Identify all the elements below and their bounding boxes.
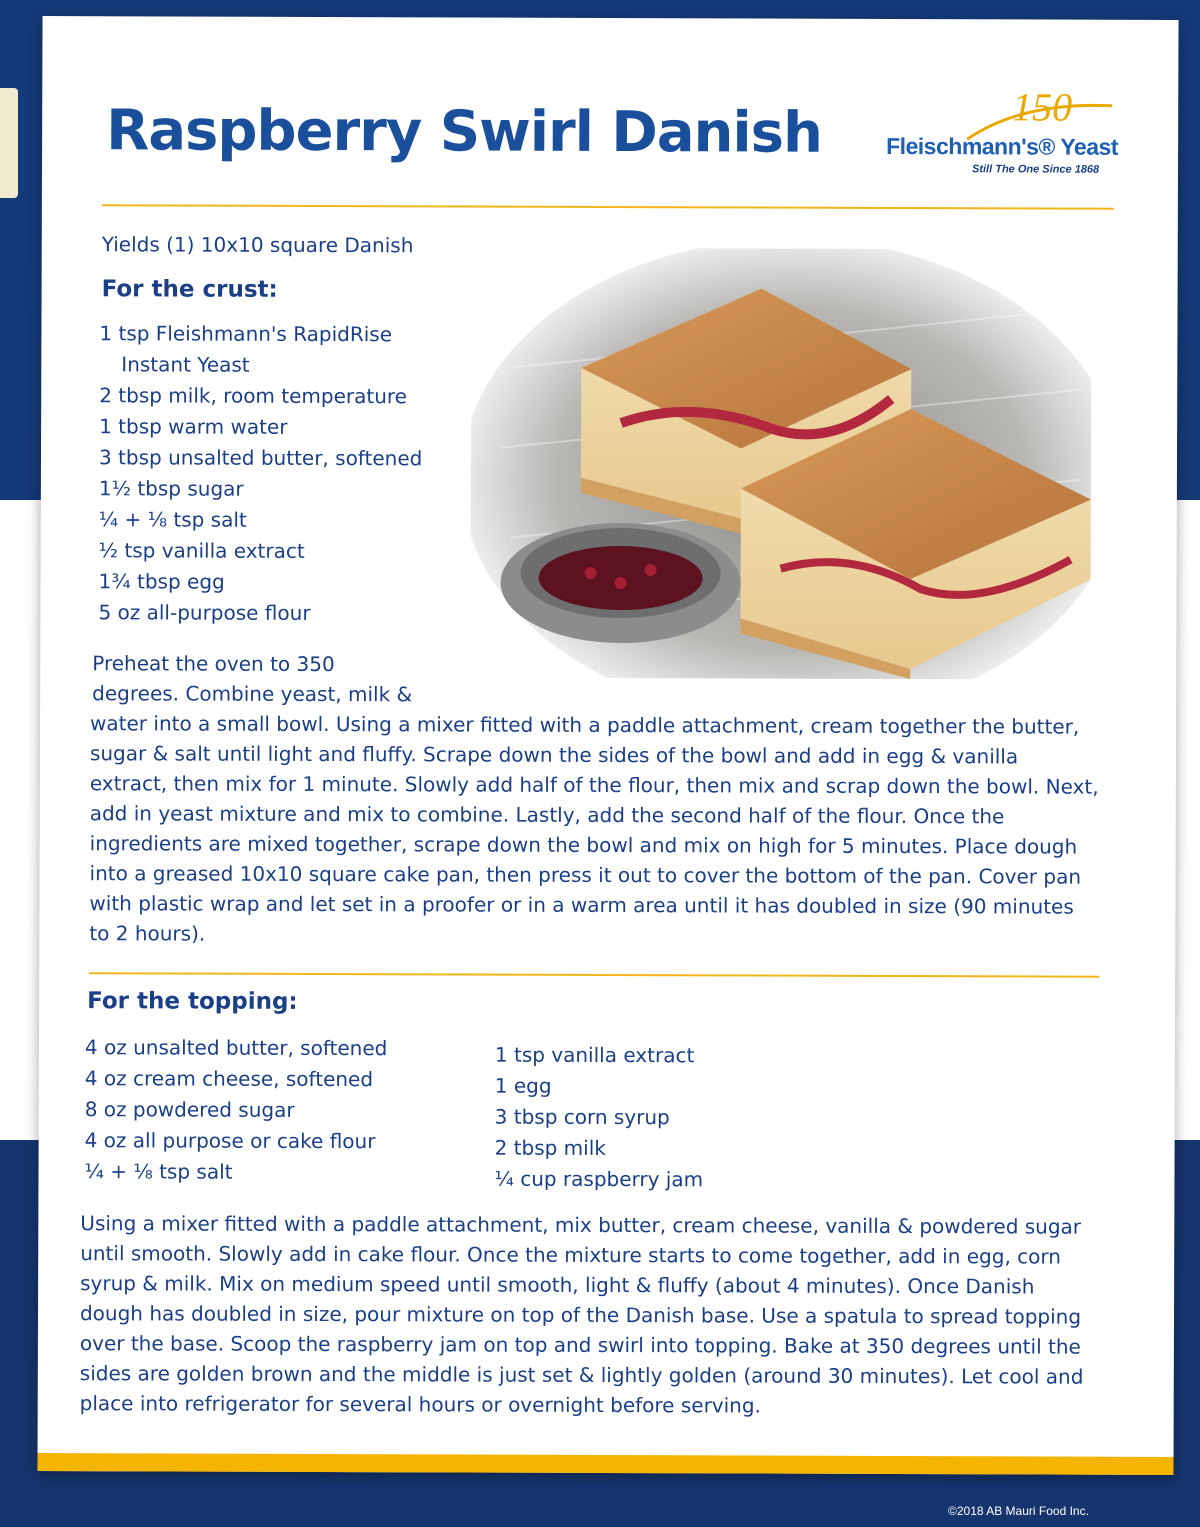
ingredient-item: 1 tbsp warm water <box>99 414 288 439</box>
logo-tagline: Still The One Since 1868 <box>971 163 1100 176</box>
topping-heading: For the topping: <box>87 988 298 1015</box>
ingredient-item: ½ tsp vanilla extract <box>98 538 305 563</box>
brand-logo <box>872 83 1122 184</box>
ingredient-item: 4 oz all purpose or cake flour <box>84 1128 376 1154</box>
ingredient-item: 3 tbsp corn syrup <box>494 1104 670 1130</box>
section-divider <box>89 972 1099 978</box>
topping-ingredient-list-right <box>494 1040 703 1196</box>
ingredient-item: ¼ + ⅛ tsp salt <box>98 507 247 532</box>
header-divider <box>102 204 1114 210</box>
ingredient-item: 2 tbsp milk <box>494 1135 606 1160</box>
ingredient-item: ¼ cup raspberry jam <box>494 1166 704 1192</box>
ingredient-item: 1 egg <box>494 1073 552 1098</box>
ingredient-item: 8 oz powdered sugar <box>84 1097 295 1122</box>
ingredient-item: 2 tbsp milk, room temperature <box>99 383 408 409</box>
recipe-title: Raspberry Swirl Danish <box>106 98 822 166</box>
crust-directions-intro: Preheat the oven to 350 degrees. Combine yeast, milk & <box>92 651 413 707</box>
copyright-notice: ©2018 AB Mauri Food Inc. <box>948 1504 1089 1518</box>
background-paper-edge <box>0 88 18 198</box>
topping-ingredient-list-left <box>84 1032 387 1188</box>
recipe-yield: Yields (1) 10x10 square Danish <box>101 232 414 258</box>
crust-directions: water into a small bowl. Using a mixer fitted with a paddle attachment, cream together the butter, sugar & salt until light and fluffy. Scrape down the sides of the bowl and add in egg & vanilla extract, then mix for 1 minute. Slowly add half of the flour, then mix and scrap down the bowl. Next, add in yeast mixture and mix to combine. Lastly, add the second half of the flour. Once the ingredients are mixed together, scrape down the bowl and mix on high for 5 minutes. Place dough into a greased 10x10 square cake pan, then press it out to cover the bottom of the pan. Cover pan with plastic wrap and let set in a proofer or in a warm area until it has doubled in size (90 minutes to 2 hours). <box>89 711 1099 946</box>
ingredient-item: 1½ tbsp sugar <box>98 476 244 501</box>
ingredient-item: 4 oz unsalted butter, softened <box>84 1035 388 1061</box>
crust-heading: For the crust: <box>101 276 278 303</box>
ingredient-item: ¼ + ⅛ tsp salt <box>84 1159 233 1184</box>
logo-anniversary-number: 150 <box>1012 84 1073 130</box>
ingredient-item: 4 oz cream cheese, softened <box>84 1066 374 1092</box>
jam-cup <box>500 523 740 644</box>
danish-photo <box>470 248 1091 680</box>
ingredient-item: 1¾ tbsp egg <box>98 569 225 594</box>
logo-brand-name: Fleischmann's® Yeast <box>886 132 1119 160</box>
ingredient-item: 3 tbsp unsalted butter, softened <box>98 445 423 471</box>
recipe-card <box>37 16 1178 1475</box>
ingredient-item: 5 oz all-purpose flour <box>98 600 311 625</box>
crust-ingredient-list <box>98 318 422 629</box>
ingredient-item: 1 tsp Fleishmann's RapidRise <box>99 321 393 347</box>
ingredient-item: 1 tsp vanilla extract <box>494 1042 695 1068</box>
ingredient-item: Instant Yeast <box>121 352 250 377</box>
topping-directions: Using a mixer fitted with a paddle attachment, mix butter, cream cheese, vanilla & powdered sugar until smooth. Slowly add in cake flour. Once the mixture starts to come together, add in egg, corn syrup & milk. Mix on medium speed until smooth, light & fluffy (about 4 minutes). Once Danish dough has doubled in size, pour mixture on top of the Danish base. Use a spatula to spread topping over the base. Scoop the raspberry jam on top and swirl into topping. Bake at 350 degrees until the sides are golden brown and the middle is just set & lightly golden (around 30 minutes). Let cool and place into refrigerator for several hours or overnight before serving. <box>79 1211 1084 1418</box>
